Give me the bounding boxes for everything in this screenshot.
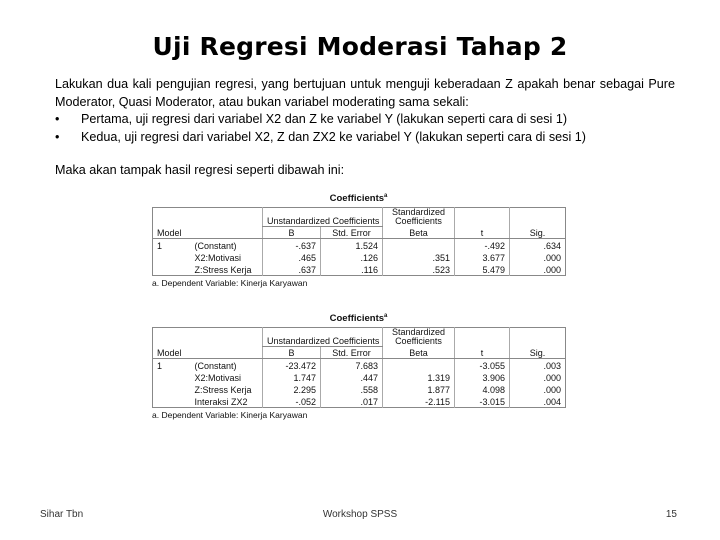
table-footnote: a. Dependent Variable: Kinerja Karyawan xyxy=(152,277,308,288)
table-row: 1 (Constant) -23.472 7.683 -3.055 .003 xyxy=(153,359,566,371)
table-row: X2:Motivasi 1.747 .447 1.319 3.906 .000 xyxy=(153,371,566,383)
col-std-error: Std. Error xyxy=(321,346,383,359)
table-row: Z:Stress Kerja .637 .116 .523 5.479 .000 xyxy=(153,263,566,275)
results-intro: Maka akan tampak hasil regresi seperti dibawah ini: xyxy=(55,163,345,177)
col-model: Model xyxy=(153,226,263,239)
header-unstandardized: Unstandardized Coefficients xyxy=(263,208,383,227)
col-t: t xyxy=(455,346,510,359)
col-sig: Sig. xyxy=(510,226,566,239)
table-caption: Coefficients$^a$ xyxy=(329,193,388,205)
col-beta: Beta xyxy=(383,346,455,359)
col-model: Model xyxy=(153,346,263,359)
slide-title: Uji Regresi Moderasi Tahap 2 xyxy=(152,32,568,61)
table-row: X2:Motivasi .465 .126 .351 3.677 .000 xyxy=(153,251,566,263)
col-sig: Sig. xyxy=(510,346,566,359)
bullet-text-2: Kedua, uji regresi dari variabel X2, Z dan ZX2 ke variabel Y (lakukan seperti cara di sesi 1) xyxy=(81,129,586,144)
footer-author: Sihar Tbn xyxy=(40,509,84,520)
table-row: Interaksi ZX2 -.052 .017 -2.115 -3.015 .004 xyxy=(153,395,566,407)
header-standardized: Standardized Coefficients xyxy=(383,328,455,347)
bullet-item-2 xyxy=(55,129,675,147)
table-caption: Coefficients$^a$ xyxy=(329,313,388,325)
coefficients-table-1 xyxy=(152,193,565,288)
bullet-text-1: Pertama, uji regresi dari variabel X2 dan Z ke variabel Y (lakukan seperti cara di sesi 1) xyxy=(81,112,568,126)
table-footnote: a. Dependent Variable: Kinerja Karyawan xyxy=(152,409,308,420)
header-unstandardized: Unstandardized Coefficients xyxy=(263,328,383,347)
bullet-dot: • xyxy=(55,129,60,144)
col-beta: Beta xyxy=(383,226,455,239)
header-standardized: Standardized Coefficients xyxy=(383,208,455,227)
col-t: t xyxy=(455,226,510,239)
col-std-error: Std. Error xyxy=(321,226,383,239)
coefficients-table-2 xyxy=(152,313,565,420)
footer-event: Workshop SPSS xyxy=(322,509,398,520)
instruction-paragraph: Lakukan dua kali pengujian regresi, yang bertujuan untuk menguji keberadaan Z apakah benar sebagai Pure Moderator, Quasi Moderator, atau bukan variabel moderating sama sekali: xyxy=(55,77,675,109)
bullet-dot: • xyxy=(55,112,60,126)
bullet-item-1 xyxy=(55,111,675,129)
table-row: 1 (Constant) -.637 1.524 -.492 .634 xyxy=(153,239,566,251)
col-b: B xyxy=(263,346,321,359)
instruction-text xyxy=(55,76,675,146)
table-row: Z:Stress Kerja 2.295 .558 1.877 4.098 .000 xyxy=(153,383,566,395)
page-number: 15 xyxy=(665,509,677,520)
col-b: B xyxy=(263,226,321,239)
